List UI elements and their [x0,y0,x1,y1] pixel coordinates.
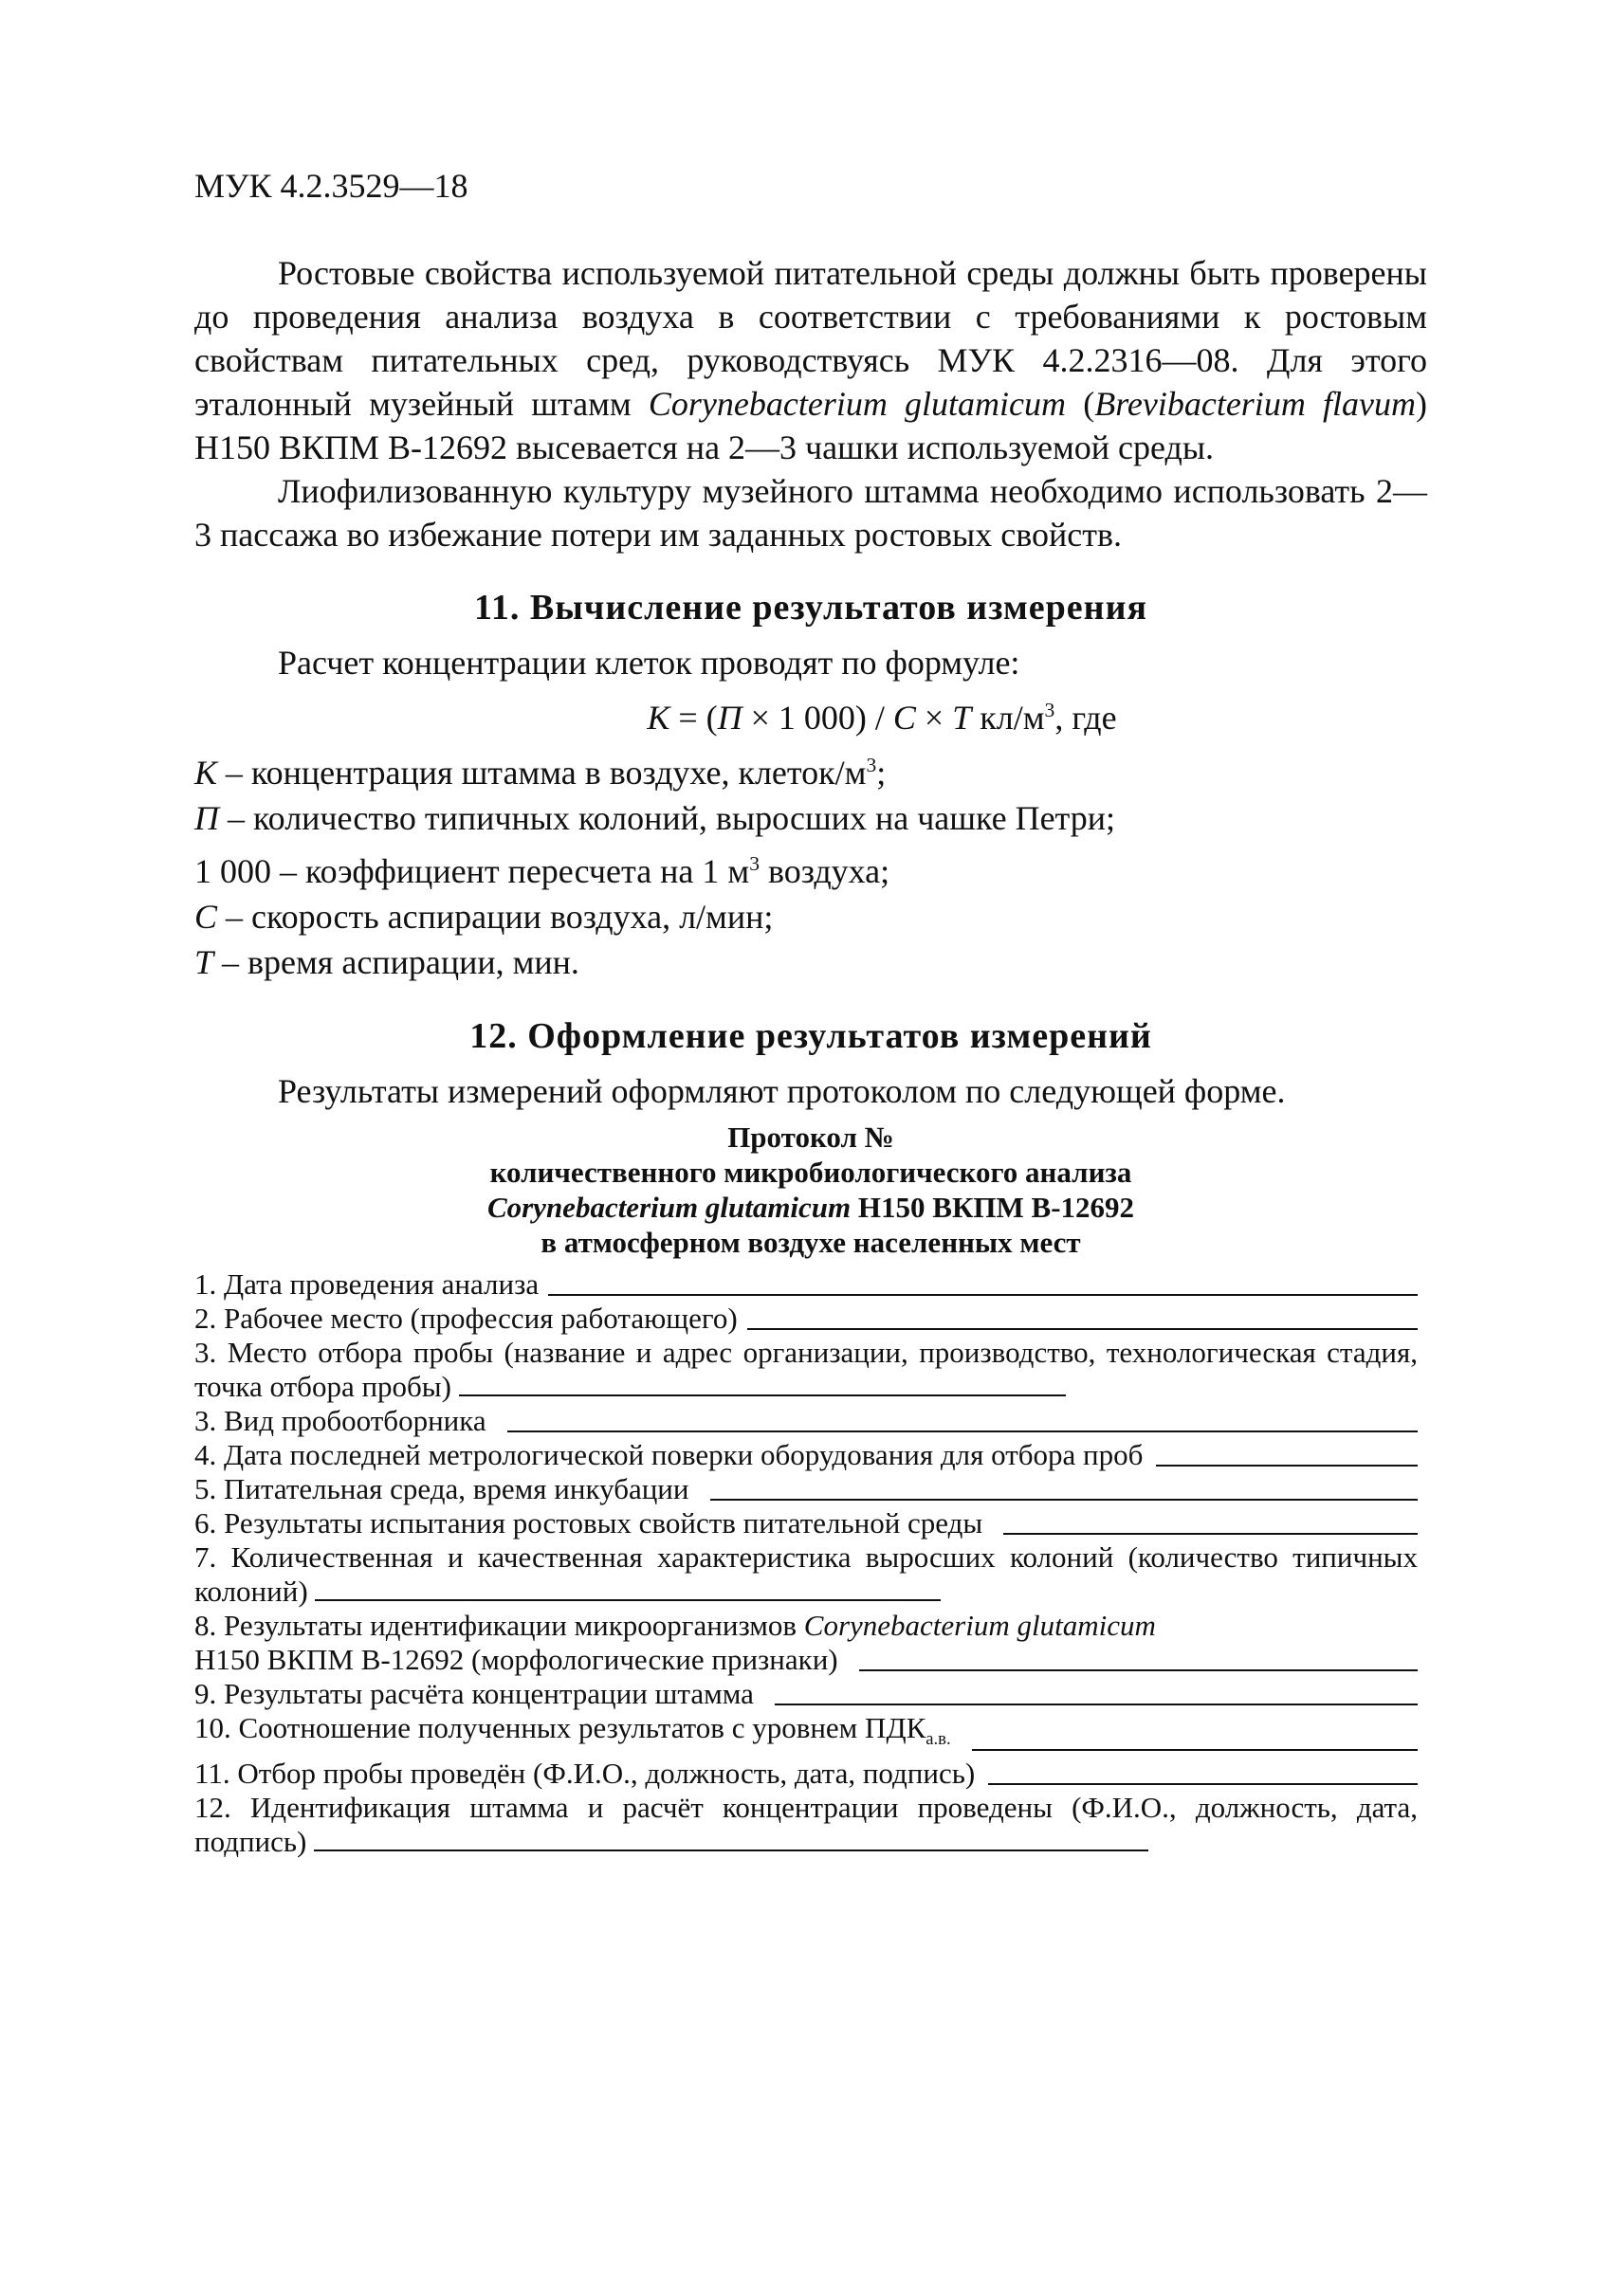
form-field-analysis-date[interactable]: 1. Дата проведения анализа [194,1267,1418,1302]
form-field-identification-cont[interactable]: Н150 ВКПМ В-12692 (морфологические признаки) [194,1643,1418,1677]
formula-intro: Расчет концентрации клеток проводят по формуле: [278,644,1020,682]
definition-item: П – количество типичных колоний, выросших на чашке Петри; [194,799,1115,837]
form-field-identification[interactable]: 8. Результаты идентификации микроорганизмов Corynebacterium glutamicum [194,1609,1156,1642]
form-field-sampler-type[interactable]: 3. Вид пробоотборника [194,1404,1418,1438]
form-field-sampling-place[interactable]: 3. Место отбора пробы (название и адрес организации, производство, технологическая стадия, точка отбора пробы) [194,1336,1418,1403]
definition-item: К – концентрация штамма в воздухе, клеток/$м^3$; [194,754,887,792]
form-field-pdk-ratio[interactable]: 10. Соотношение полученных результатов с уровнем $ПДК_{а.в.}$ [194,1711,1418,1757]
form-field-workplace[interactable]: 2. Рабочее место (профессия работающего) [194,1302,1418,1336]
definition-item: Т – время аспирации, мин. [194,943,579,981]
concentration-formula: К = (П × 1 000) / С × Т $кл/м^3$, где [647,699,1117,737]
form-field-colony-characteristics[interactable]: 7. Количественная и качественная характеристика выросших колоний (количество типичных колоний) [194,1540,1418,1608]
form-field-sampling-by[interactable]: 11. Отбор пробы проведён (Ф.И.О., должность, дата, подпись) [194,1757,1418,1791]
form-field-growth-test[interactable]: 6. Результаты испытания ростовых свойств питательной среды [194,1506,1418,1540]
paragraph-lyophilized-culture: Лиофилизованную культуру музейного штамма необходимо использовать 2—3 пассажа во избежание потери им заданных ростовых свойств. [194,472,1427,554]
protocol-title: Протокол № количественного микробиологического анализа Corynebacterium glutamicum Н150 ВКПМ В-12692 в атмосферном воздухе населенных мест [486,1121,1135,1259]
definition-item: 1 000 – коэффициент пересчета на 1 $м^3$ воздуха; [194,852,890,890]
form-field-concentration[interactable]: 9. Результаты расчёта концентрации штамма [194,1677,1418,1711]
protocol-form [194,1267,1418,1859]
section-11-heading: 11. Вычисление результатов измерения [473,588,1148,628]
form-field-calibration-date[interactable]: 4. Дата последней метрологической поверки оборудования для отбора проб [194,1438,1418,1472]
definition-item: С – скорость аспирации воздуха, л/мин; [194,898,774,936]
section-12-heading: 12. Оформление результатов измерений [469,1016,1152,1056]
form-field-nutrient-medium[interactable]: 5. Питательная среда, время инкубации [194,1472,1418,1506]
protocol-intro: Результаты измерений оформляют протоколом по следующей форме. [278,1072,1286,1110]
formula-definitions [194,742,1427,985]
form-field-identification-by[interactable]: 12. Идентификация штамма и расчёт концентрации проведены (Ф.И.О., должность, дата, подпись) [194,1791,1418,1859]
paragraph-growth-properties: Ростовые свойства используемой питательной среды должны быть проверены до проведения анализа воздуха в соответствии с требованиями к ростовым свойствам питательных сред, руководствуясь МУК 4.2.2316—08. Для этого эталонный музейный штамм Corynebacterium glutamicum (Brevibacterium flavum) Н150 ВКПМ В-12692 высевается на 2—3 чашки используемой среды. [194,254,1427,466]
document-code: МУК 4.2.3529—18 [194,167,468,205]
document-page [194,166,1427,1859]
